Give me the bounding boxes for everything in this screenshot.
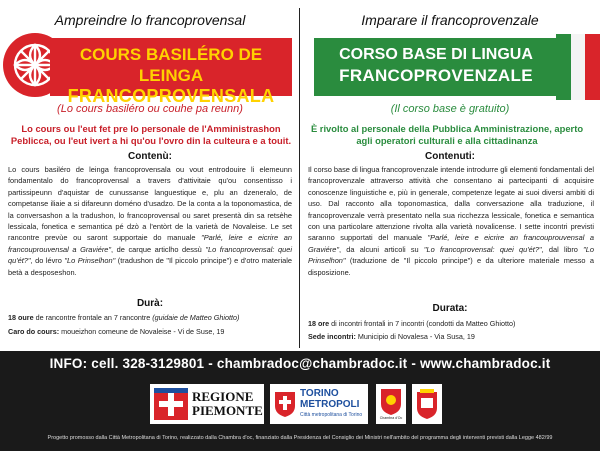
right-title: Imparare il francoprovenzale xyxy=(361,12,539,28)
chambra-doc-logo xyxy=(376,384,406,424)
municipal-crest-logo xyxy=(412,384,442,424)
torino-line1: TORINO xyxy=(300,387,339,399)
left-lead: Lo cours ou l'eut fet pre lo personale de l'Amministrashon Peblicca, ou l'eut ivert a hi qu'ou l'ovro din la culteura e a touit. xyxy=(10,123,292,146)
left-subtitle: (Lo cours basiléro ou couhe pa reunn) xyxy=(57,103,243,115)
chambra-crest-icon xyxy=(380,388,402,416)
italian-flag-icon xyxy=(556,34,600,100)
right-subtitle: (Il corso base è gratuito) xyxy=(390,103,510,115)
regione-piemonte-logo xyxy=(150,384,264,424)
left-contents-text: Lo cours basiléro de leinga francoprovensala ou vout entrodouire li elemeunn fondamentalo do francoprovensal a travers d'attivitaie qu'ou consentisso i partissipeunn d'aquistar de cunussanse languestique e, plu an dzeneralo, de competanse iliaie a si difareunn doméno d'usadzo. De la conta a la toponomastica, de la conversashon a la tradushon, lo francoprovensal ou saret presentà din sa retsèhe lessicala, fonetica e semantica pé dzò a l'entòrt de la varietà de Novaleise. Le set rancontre prevùe ou saront supportaie do manuale "Parlé, leire e eicrire an francouprouvensal a Graviére", de carque articlho dessù "Lo francoprovensal: quei qu'ét?", do lévro "Lo Prinselhon" (tradushon de "Il piccolo principe") e d'otro materiale betà a desposeshon. xyxy=(8,165,292,277)
left-duration-text: 18 oure de rancontre frontale an 7 rancontre (guidaie de Matteo Ghiotto) xyxy=(8,313,240,322)
footer xyxy=(0,351,600,451)
torino-metropoli-logo xyxy=(270,384,368,424)
contact-info: INFO: cell. 328-3129801 - chambradoc@chambradoc.it - www.chambradoc.it xyxy=(49,356,551,371)
right-lead: È rivolto al personale della Pubblica Amministrazione, aperto agli operatori culturali e alla cittadinanza xyxy=(310,123,584,146)
regione-line1: REGIONE xyxy=(192,389,254,404)
municipal-crest-icon xyxy=(416,388,438,420)
chambra-label: Chambra d'Oc xyxy=(379,416,403,420)
right-banner-line1: CORSO BASE DI LINGUA xyxy=(339,46,533,63)
torino-sub: Città metropolitana di Torino xyxy=(300,411,363,418)
torino-shield-icon xyxy=(273,390,297,418)
right-duration-text: 18 ore di incontri frontali in 7 incontri (condotti da Matteo Ghiotto) xyxy=(308,319,516,328)
left-contents-heading: Contenù: xyxy=(128,151,172,162)
piemonte-shield-icon xyxy=(154,388,188,420)
funding-fineprint: Progetto promosso dalla Città Metropolitana di Torino, realizzato dalla Chambra d'oc, finanziato dalla Presidenza del Consiglio dei Ministri nell'ambito del programma degli interventi previsti dalla Legge 482/99 xyxy=(47,435,553,441)
right-duration-heading: Durata: xyxy=(432,303,468,314)
right-course-banner xyxy=(314,38,558,96)
left-title: Ampreindre lo francoprovensal xyxy=(54,12,246,28)
left-column xyxy=(0,0,300,351)
right-banner-line2: FRANCOPROVENZALE xyxy=(339,66,533,85)
torino-line2: METROPOLI xyxy=(300,398,360,410)
left-banner-line2: FRANCOPROVENSALA xyxy=(67,86,275,106)
left-banner-line1: COURS BASILÉRO DE LEINGA xyxy=(79,45,263,85)
right-column xyxy=(300,0,600,351)
left-course-banner xyxy=(50,38,292,106)
left-duration-heading: Durà: xyxy=(136,298,164,309)
right-place-text: Sede incontri: Municipio di Novalesa - Via Susa, 19 xyxy=(308,332,475,341)
right-contents-text: Il corso base di lingua francoprovenzale intende introdurre gli elementi fondamentali del francoprovenzale attraverso attività che consentano ai partecipanti di acquisire conoscenze linguistiche e, più in generale, competenze legate ai suoi diversi ambiti di uso. Dal racconto alla toponomastica, dalla conversazione alla traduzione, il francoprovenzale verrà presentato nella sua ricchezza lessicale, fonetica e semantica con una particolare attenzione rivolta alla varietà novalicense. I sette incontri previsti saranno supportati del manuale "Parlé, leire e eicrire an francouprouvensal a Graviére", da alcuni articoli su "Lo francoprovensal: quei qu'ét?", dal libro "Lo Prinselhon" (traduzione de "Il piccolo principe") e da ulteriore materiale messo a disposizione. xyxy=(308,165,595,277)
regione-line2: PIEMONTE xyxy=(192,403,263,418)
left-place-text: Caro do cours: moueizhon comeune de Novaleise - Vi de Suse, 19 xyxy=(8,327,225,336)
right-contents-heading: Contenuti: xyxy=(425,151,475,162)
